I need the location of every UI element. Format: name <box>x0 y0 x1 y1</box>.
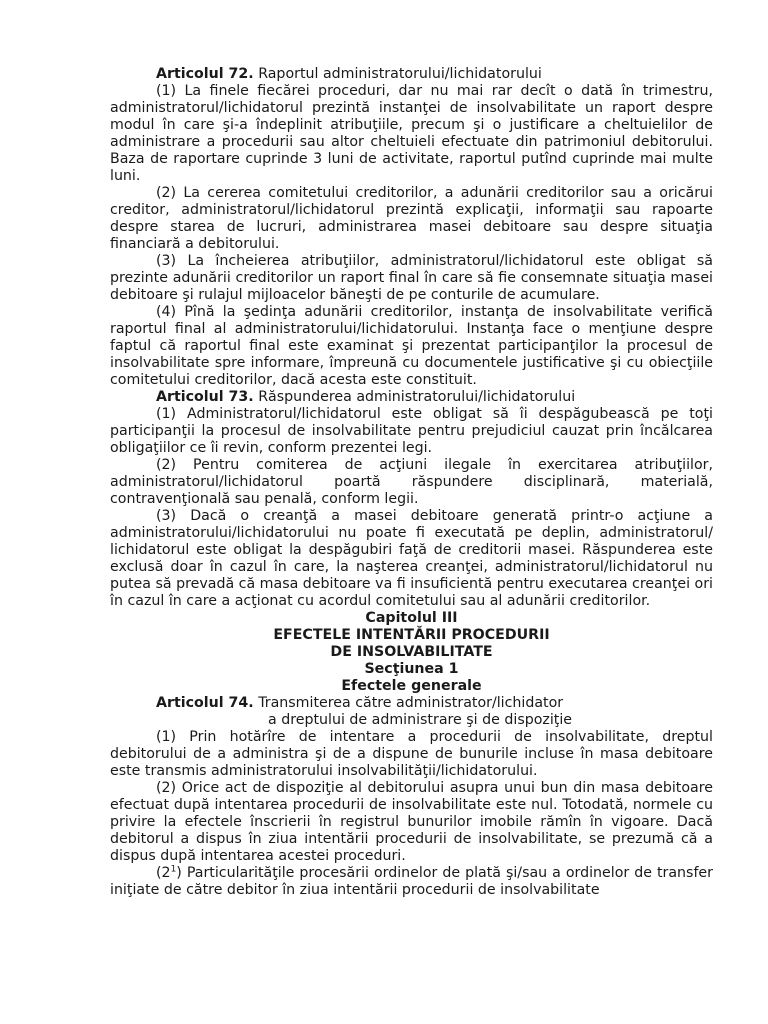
chapter-title: DE INSOLVABILITATE <box>330 644 493 660</box>
article-title-continued: a dreptului de administrare şi de dispoziţie <box>268 712 573 728</box>
article-73-header <box>110 389 713 406</box>
paragraph: (4) Pînă la şedinţa adunării creditorilor, instanţa de insolvabilitate verifică raportul final al administratorului/lichidatorului. Instanţa face o menţiune despre faptul că raportul final este examinat şi prezentat participanţilor la procesul de insolvabilitate spre informare, împreună cu documentele justificative şi cu obiecţiile comitetului creditorilor, dacă acesta este constituit. <box>110 304 713 388</box>
article-heading: Articolul 72. <box>156 66 254 82</box>
paragraph: (3) Dacă o creanţă a masei debitoare generată printr-o acţiune a administratorului/lichidatorului nu poate fi executată pe deplin, administratorul/ lichidatorul este obligat la despăgubiri faţă de creditorii masei. Răspunderea este exclusă doar în cazul în care, la naşterea creanţei, administratorul/lichidatorul nu putea să prevadă că masa debitoare va fi insuficientă pentru executarea creanţei ori în cazul în care a acţionat cu acordul comitetului sau al adunării creditorilor. <box>110 508 713 609</box>
article-heading: Articolul 74. <box>156 695 254 711</box>
chapter-label: Capitolul III <box>365 610 458 626</box>
article-heading: Articolul 73. <box>156 389 254 405</box>
paragraph: (1) La finele fiecărei proceduri, dar nu mai rar decît o dată în trimestru, administratorul/lichidatorul prezintă instanţei de insolvabilitate un raport despre modul în care şi-a îndeplinit atribuţiile, precum şi o justificare a cheltuielilor de administrare a procedurii sau altor cheltuieli efectuate din patrimoniul debitorului. Baza de raportare cuprinde 3 luni de activitate, raportul putînd cuprinde mai multe luni. <box>110 83 713 184</box>
paragraph: (1) Prin hotărîre de intentare a procedurii de insolvabilitate, dreptul debitorului de a administra şi de a dispune de bunurile incluse în masa debitoare este transmis administratorului insolvabilităţii/lichidatorului. <box>110 729 713 779</box>
chapter-title: EFECTELE INTENTĂRII PROCEDURII <box>273 627 550 643</box>
paragraph-text: ) Particularităţile procesării ordinelor de plată şi/sau a ordinelor de transfer iniţiate de către debitor în ziua intentării procedurii de insolvabilitate <box>110 865 713 898</box>
section-label: Secţiunea 1 <box>364 661 459 677</box>
paragraph: (3) La încheierea atribuţiilor, administratorul/lichidatorul este obligat să prezinte adunării creditorilor un raport final în care să fie consemnate situaţia masei debitoare şi rulajul mijloacelor băneşti de pe conturile de acumulare. <box>110 253 713 303</box>
paragraph-number: (2 <box>156 865 171 881</box>
paragraph <box>110 865 713 899</box>
article-74-header <box>110 695 713 712</box>
paragraph: (2) Pentru comiterea de acţiuni ilegale în exercitarea atribuţiilor, administratorul/lichidatorul poartă răspundere disciplinară, materială, contravenţională sau penală, conform legii. <box>110 457 713 507</box>
article-title: Transmiterea către administrator/lichidator <box>253 695 564 711</box>
article-72-header <box>110 66 713 83</box>
section-title: Efectele generale <box>341 678 482 694</box>
superscript: 1 <box>170 864 177 875</box>
document-page <box>110 66 713 899</box>
paragraph: (2) La cererea comitetului creditorilor, a adunării creditorilor sau a oricărui creditor, administratorul/lichidatorul prezintă explicaţii, informaţii sau rapoarte despre starea de lucruri, administrarea masei debitoare sau despre situaţia financiară a debitorului. <box>110 185 713 252</box>
article-title: Răspunderea administratorului/lichidatorului <box>253 389 576 405</box>
article-title: Raportul administratorului/lichidatorului <box>253 66 542 82</box>
paragraph: (2) Orice act de dispoziţie al debitorului asupra unui bun din masa debitoare efectuat după intentarea procedurii de insolvabilitate este nul. Totodată, normele cu privire la efectele înscrierii în registrul bunurilor imobile rămîn în vigoare. Dacă debitorul a dispus în ziua intentării procedurii de insolvabilitate, se prezumă că a dispus după intentarea acestei proceduri. <box>110 780 713 864</box>
paragraph: (1) Administratorul/lichidatorul este obligat să îi despăgubească pe toţi participanţii la procesul de insolvabilitate pentru prejudiciul cauzat prin încălcarea obligaţiilor ce îi revin, conform prezentei legi. <box>110 406 713 456</box>
